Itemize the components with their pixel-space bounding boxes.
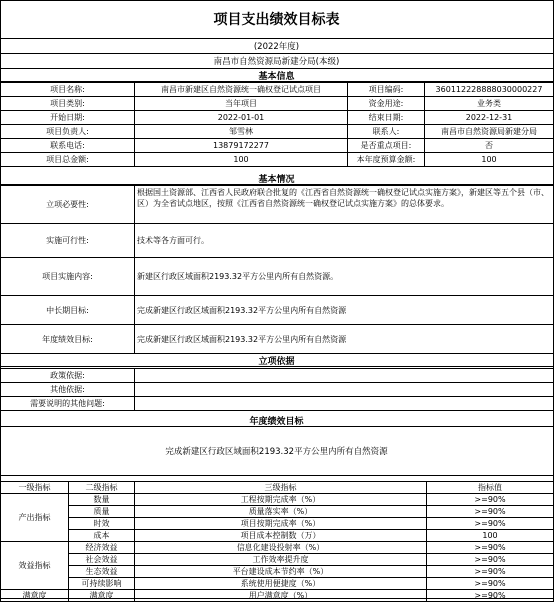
indicator-row — [1, 530, 554, 542]
basis-value — [135, 369, 554, 383]
indicator-level3: 工程按期完成率（%） — [135, 494, 427, 506]
indicator-level1: 产出指标 — [1, 494, 69, 542]
situation-row — [1, 186, 554, 224]
indicator-level2: 社会效益 — [69, 554, 135, 566]
field-value: 邹雪林 — [135, 125, 348, 139]
field-label: 联系电话: — [1, 139, 135, 153]
indicator-row — [1, 506, 554, 518]
field-value: 100 — [425, 153, 554, 167]
situation-value: 完成新建区行政区域面积2193.32平方公里内所有自然资源 — [135, 325, 554, 354]
situation-row — [1, 258, 554, 296]
indicator-level2: 数量 — [69, 494, 135, 506]
indicator-level3: 质量落实率（%） — [135, 506, 427, 518]
basis-row — [1, 383, 554, 397]
indicator-table — [0, 481, 554, 602]
indicator-row — [1, 494, 554, 506]
section-project-basis: 立项依据 — [0, 354, 553, 367]
indicator-row — [1, 542, 554, 554]
indicator-value: >=90% — [427, 494, 554, 506]
indicator-row — [1, 578, 554, 590]
situation-label: 年度绩效目标: — [1, 325, 135, 354]
indicator-level2: 时效 — [69, 518, 135, 530]
situation-label: 项目实施内容: — [1, 258, 135, 296]
indicator-value: >=90% — [427, 578, 554, 590]
field-value: 100 — [135, 153, 348, 167]
field-label: 是否重点项目: — [348, 139, 425, 153]
indicator-value: 100 — [427, 530, 554, 542]
indicator-header: 指标值 — [427, 482, 554, 494]
basic-info-row — [1, 139, 554, 153]
indicator-level3: 项目成本控制数（万） — [135, 530, 427, 542]
field-value: 业务类 — [425, 97, 554, 111]
indicator-level2: 生态效益 — [69, 566, 135, 578]
indicator-value: >=90% — [427, 566, 554, 578]
indicator-level1: 满意度 — [1, 590, 69, 602]
field-label: 项目类别: — [1, 97, 135, 111]
situation-table — [0, 185, 554, 354]
field-value: 当年项目 — [135, 97, 348, 111]
situation-value: 技术等各方面可行。 — [135, 224, 554, 258]
field-label: 开始日期: — [1, 111, 135, 125]
basis-label: 需要说明的其他问题: — [1, 397, 135, 411]
indicator-level3: 用户满意度（%） — [135, 590, 427, 602]
indicator-row — [1, 518, 554, 530]
field-value: 南昌市自然资源局新建分局 — [425, 125, 554, 139]
basic-info-row — [1, 153, 554, 167]
field-value: 13879172277 — [135, 139, 348, 153]
indicator-value: >=90% — [427, 590, 554, 602]
indicator-value: >=90% — [427, 518, 554, 530]
basis-label: 其他依据: — [1, 383, 135, 397]
indicator-header: 三级指标 — [135, 482, 427, 494]
situation-label: 实施可行性: — [1, 224, 135, 258]
indicator-level3: 项目按期完成率（%） — [135, 518, 427, 530]
indicator-header-row — [1, 482, 554, 494]
basic-info-row — [1, 125, 554, 139]
indicator-header: 一级指标 — [1, 482, 69, 494]
basis-value — [135, 397, 554, 411]
basis-table — [0, 368, 554, 411]
situation-label: 中长期目标: — [1, 296, 135, 325]
field-value: 2022-01-01 — [135, 111, 348, 125]
situation-value: 根据国土资源部、江西省人民政府联合批复的《江西省自然资源统一确权登记试点实施方案》，新建区等五个县（市、区）为全省试点地区，按照《江西省自然资源统一确权登记试点实施方案》的总体要求。 — [135, 186, 554, 224]
indicator-level1: 效益指标 — [1, 542, 69, 590]
field-label: 结束日期: — [348, 111, 425, 125]
situation-value: 新建区行政区域面积2193.32平方公里内所有自然资源。 — [135, 258, 554, 296]
basis-label: 政策依据: — [1, 369, 135, 383]
field-label: 项目编码: — [348, 83, 425, 97]
basic-info-table — [0, 82, 554, 167]
indicator-row — [1, 566, 554, 578]
fiscal-year: (2022年度) — [0, 39, 553, 54]
field-label: 项目负责人: — [1, 125, 135, 139]
field-value: 360112228888030000227 — [425, 83, 554, 97]
field-value: 2022-12-31 — [425, 111, 554, 125]
field-label: 项目名称: — [1, 83, 135, 97]
page-title: 项目支出绩效目标表 — [0, 0, 553, 39]
basic-info-row — [1, 111, 554, 125]
indicator-header: 二级指标 — [69, 482, 135, 494]
situation-row — [1, 325, 554, 354]
basis-row — [1, 397, 554, 411]
indicator-row — [1, 590, 554, 602]
situation-label: 立项必要性: — [1, 186, 135, 224]
indicator-level2: 可持续影响 — [69, 578, 135, 590]
indicator-level3: 平台建设成本节约率（%） — [135, 566, 427, 578]
basis-row — [1, 369, 554, 383]
basic-info-row — [1, 97, 554, 111]
indicator-row — [1, 554, 554, 566]
indicator-level2: 满意度 — [69, 590, 135, 602]
indicator-value: >=90% — [427, 542, 554, 554]
basis-value — [135, 383, 554, 397]
section-basic-info: 基本信息 — [0, 69, 553, 82]
field-label: 项目总金额: — [1, 153, 135, 167]
department-name: 南昌市自然资源局新建分局(本级) — [0, 54, 553, 69]
indicator-level2: 质量 — [69, 506, 135, 518]
section-basic-situation: 基本情况 — [0, 172, 553, 185]
section-annual-target: 年度绩效目标 — [0, 414, 553, 427]
field-label: 本年度预算金额: — [348, 153, 425, 167]
field-value: 否 — [425, 139, 554, 153]
indicator-level2: 经济效益 — [69, 542, 135, 554]
indicator-level3: 系统使用便捷度（%） — [135, 578, 427, 590]
basic-info-row — [1, 83, 554, 97]
indicator-level3: 信息化建设投射率（%） — [135, 542, 427, 554]
indicator-value: >=90% — [427, 506, 554, 518]
annual-target-text: 完成新建区行政区域面积2193.32平方公里内所有自然资源 — [0, 427, 553, 476]
situation-row — [1, 296, 554, 325]
indicator-level3: 工作效率提升度 — [135, 554, 427, 566]
situation-row — [1, 224, 554, 258]
indicator-value: >=90% — [427, 554, 554, 566]
field-label: 资金用途: — [348, 97, 425, 111]
indicator-level2: 成本 — [69, 530, 135, 542]
field-label: 联系人: — [348, 125, 425, 139]
situation-value: 完成新建区行政区域面积2193.32平方公里内所有自然资源 — [135, 296, 554, 325]
field-value: 南昌市新建区自然资源统一确权登记试点项目 — [135, 83, 348, 97]
